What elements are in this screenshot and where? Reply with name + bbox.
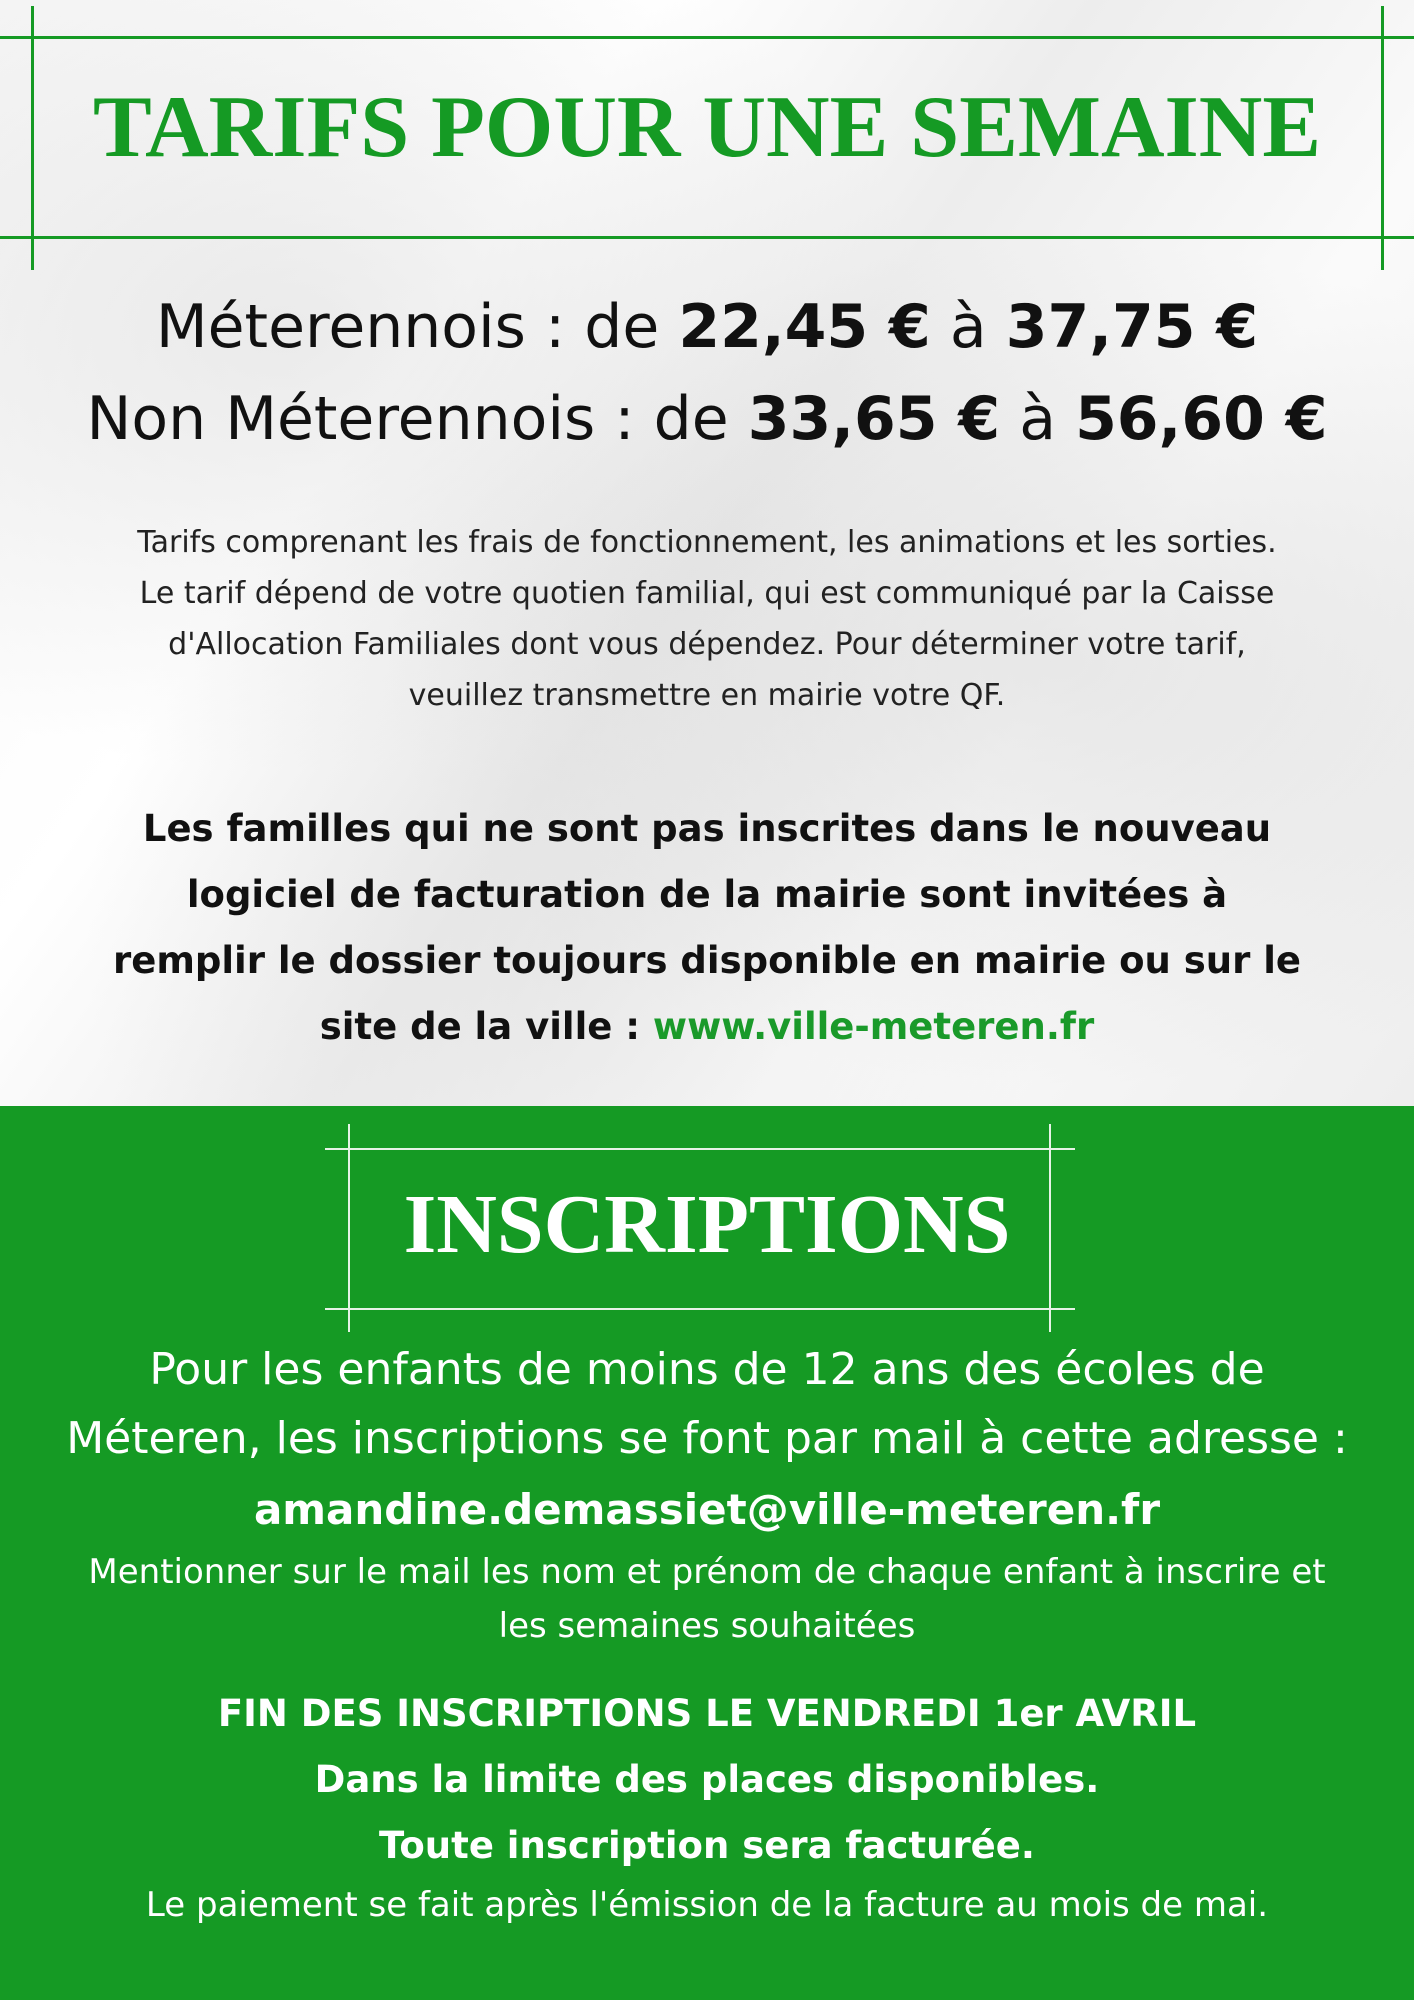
inscriptions-payment: Le paiement se fait après l'émission de la facture au mois de mai.	[145, 1885, 1269, 1925]
price-label: Méterennois : de	[155, 292, 679, 362]
price-max: 37,75 €	[1005, 292, 1259, 362]
inscriptions-billing: Toute inscription sera facturée.	[379, 1824, 1035, 1867]
title-frame-top-line	[0, 36, 1414, 39]
price-min: 33,65 €	[747, 384, 1001, 454]
families-notice-site-line	[20, 994, 1394, 1060]
price-non-meterennois	[20, 379, 1394, 459]
title-frame-bottom-line	[0, 236, 1414, 239]
families-notice-line: remplir le dossier toujours disponible en mairie ou sur le	[112, 939, 1302, 982]
price-meterennois	[20, 287, 1394, 367]
inscriptions-deadline: FIN DES INSCRIPTIONS LE VENDREDI 1er AVRIL	[217, 1692, 1197, 1735]
inscriptions-mention-line: Mentionner sur le mail les nom et prénom de chaque enfant à inscrire et	[88, 1552, 1326, 1592]
tarifs-description-line: Tarifs comprenant les frais de fonctionnement, les animations et les sorties.	[137, 525, 1277, 560]
tarifs-title: TARIFS POUR UNE SEMAINE	[92, 79, 1322, 176]
inscriptions-mention-line: les semaines souhaitées	[498, 1606, 916, 1646]
tarifs-description-line: veuillez transmettre en mairie votre QF.	[408, 678, 1006, 713]
inscriptions-limit: Dans la limite des places disponibles.	[314, 1758, 1100, 1801]
families-notice-line: logiciel de facturation de la mairie sont invitées à	[186, 873, 1228, 916]
insc-frame-bottom-line	[325, 1308, 1075, 1310]
site-link[interactable]: www.ville-meteren.fr	[652, 1005, 1095, 1048]
tarifs-description-line: Le tarif dépend de votre quotien familial, qui est communiqué par la Caisse	[139, 576, 1275, 611]
price-label: Non Méterennois : de	[86, 384, 748, 454]
price-sep: à	[1000, 384, 1076, 454]
inscriptions-intro-line: Méteren, les inscriptions se font par mail à cette adresse :	[66, 1413, 1348, 1464]
tarifs-description-line: d'Allocation Familiales dont vous dépendez. Pour déterminer votre tarif,	[168, 627, 1246, 662]
price-max: 56,60 €	[1075, 384, 1328, 454]
site-prefix: site de la ville :	[319, 1005, 653, 1048]
inscriptions-email[interactable]: amandine.demassiet@ville-meteren.fr	[253, 1485, 1161, 1534]
price-min: 22,45 €	[678, 292, 931, 362]
insc-frame-left-line	[348, 1124, 350, 1332]
inscriptions-intro-line: Pour les enfants de moins de 12 ans des écoles de	[149, 1344, 1265, 1395]
families-notice-line: Les familles qui ne sont pas inscrites dans le nouveau	[142, 807, 1272, 850]
insc-frame-top-line	[325, 1148, 1075, 1150]
inscriptions-title: INSCRIPTIONS	[403, 1178, 1011, 1271]
price-sep: à	[930, 292, 1006, 362]
